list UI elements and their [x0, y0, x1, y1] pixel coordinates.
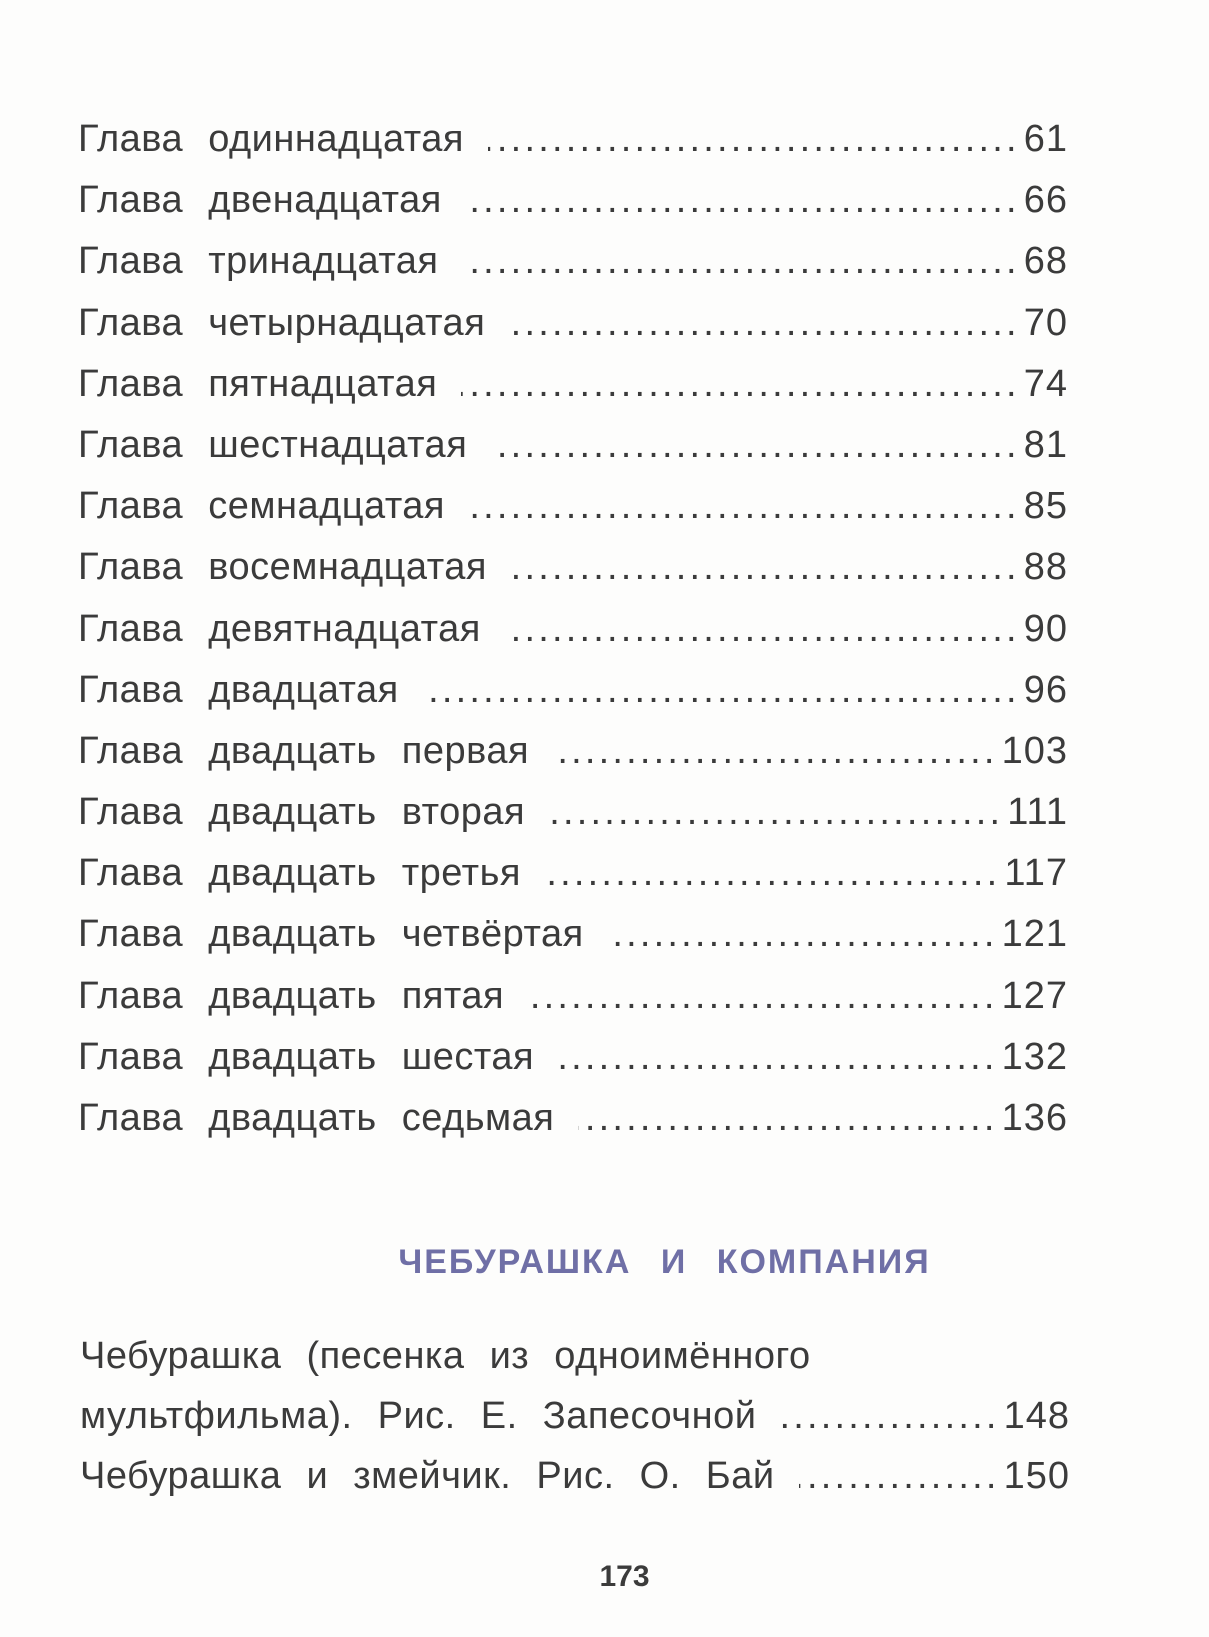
toc-entry-title: Глава двадцать вторая	[78, 791, 526, 834]
entry-title-line: мультфильма). Рис. Е. Запесочной	[80, 1395, 757, 1437]
toc-entry-title: Глава тринадцатая	[78, 240, 439, 283]
table-of-contents	[78, 118, 1068, 1158]
toc-entry-page: 85	[1023, 485, 1068, 528]
toc-entry-page: 96	[1023, 668, 1068, 711]
toc-entry	[78, 608, 1068, 669]
toc-entry-page: 90	[1023, 607, 1068, 650]
toc-entry	[80, 1455, 1070, 1515]
toc-entry	[78, 363, 1068, 424]
toc-leader-dots	[505, 608, 1020, 651]
toc-leader-dots	[780, 1395, 999, 1438]
toc-leader-dots	[463, 240, 1020, 283]
section-heading-text: ЧЕБУРАШКА И КОМПАНИЯ	[398, 1243, 931, 1281]
toc-entry	[78, 791, 1068, 852]
toc-entry-page: 103	[1001, 729, 1068, 772]
toc-leader-dots	[423, 669, 1020, 712]
toc-entry-page: 117	[1004, 852, 1068, 895]
toc-entry	[80, 1395, 1070, 1455]
toc-entry-title: Глава двадцать шестая	[78, 1035, 535, 1078]
toc-entry	[78, 240, 1068, 301]
toc-entry-page: 66	[1023, 179, 1068, 222]
toc-entry	[78, 730, 1068, 791]
toc-entry-title: Чебурашка и змейчик. Рис. О. Бай	[80, 1455, 775, 1497]
toc-entry	[78, 118, 1068, 179]
toc-entry-title: Глава девятнадцатая	[78, 607, 481, 650]
toc-leader-dots	[461, 363, 1019, 406]
toc-leader-dots	[488, 118, 1020, 161]
toc-leader-dots	[469, 485, 1020, 528]
toc-leader-dots	[491, 424, 1019, 467]
toc-entry	[78, 546, 1068, 607]
toc-leader-dots	[466, 179, 1020, 222]
toc-entry	[78, 1036, 1068, 1097]
toc-entry-page: 127	[1001, 974, 1068, 1017]
toc-entry-title: Глава двадцать первая	[78, 729, 530, 772]
toc-leader-dots	[578, 1097, 997, 1140]
toc-entry-title: Глава пятнадцатая	[78, 362, 438, 405]
toc-entry-title: Глава двадцать третья	[78, 852, 521, 895]
toc-entry-page: 70	[1023, 301, 1068, 344]
toc-entry-page: 111	[1007, 791, 1068, 834]
section-heading	[0, 1243, 1209, 1282]
toc-entry-page: 61	[1023, 118, 1068, 160]
toc-leader-dots	[549, 791, 1003, 834]
toc-leader-dots	[511, 546, 1020, 589]
toc-entry-page: 74	[1023, 362, 1068, 405]
toc-entry-title: Глава четырнадцатая	[78, 301, 486, 344]
toc-leader-dots	[545, 852, 1000, 895]
toc-entry-title: Глава восемнадцатая	[78, 546, 487, 589]
toc-entry-page: 148	[1003, 1395, 1070, 1437]
toc-entry-title: Глава двенадцатая	[78, 179, 442, 222]
toc-entry	[78, 302, 1068, 363]
toc-leader-dots	[528, 975, 997, 1018]
toc-leader-dots	[608, 913, 998, 956]
entry-title-line: Чебурашка (песенка из одноимённого	[80, 1335, 811, 1377]
page-number-text: 173	[599, 1560, 650, 1593]
toc-leader-dots	[553, 730, 998, 773]
toc-entry-page: 88	[1023, 546, 1068, 589]
toc-entry-page: 121	[1001, 913, 1068, 956]
toc-entry-page: 150	[1003, 1455, 1070, 1497]
toc-entry	[78, 852, 1068, 913]
toc-entry-page: 132	[1001, 1035, 1068, 1078]
toc-entry	[78, 669, 1068, 730]
toc-entry-title: Глава одиннадцатая	[78, 118, 464, 160]
toc-entry	[78, 975, 1068, 1036]
toc-entry-title: Глава шестнадцатая	[78, 423, 468, 466]
page-number	[0, 1560, 1209, 1594]
toc-entry-title: Глава семнадцатая	[78, 485, 446, 528]
toc-entry-page: 68	[1023, 240, 1068, 283]
toc-entry-page: 136	[1001, 1097, 1068, 1139]
toc-entry-title: Глава двадцать четвёртая	[78, 913, 584, 956]
toc-leader-dots	[799, 1455, 1000, 1498]
toc-leader-dots	[509, 302, 1019, 345]
toc-entry	[78, 485, 1068, 546]
toc-entry	[78, 913, 1068, 974]
section-entries	[80, 1335, 1070, 1515]
toc-entry-page: 81	[1023, 423, 1068, 466]
toc-entry	[78, 1097, 1068, 1158]
toc-leader-dots	[558, 1036, 998, 1079]
toc-entry-title: Глава двадцатая	[78, 668, 399, 711]
toc-entry-title: Глава двадцать седьмая	[78, 1097, 555, 1139]
toc-entry-title: Глава двадцать пятая	[78, 974, 505, 1017]
toc-entry	[78, 179, 1068, 240]
toc-entry	[78, 424, 1068, 485]
